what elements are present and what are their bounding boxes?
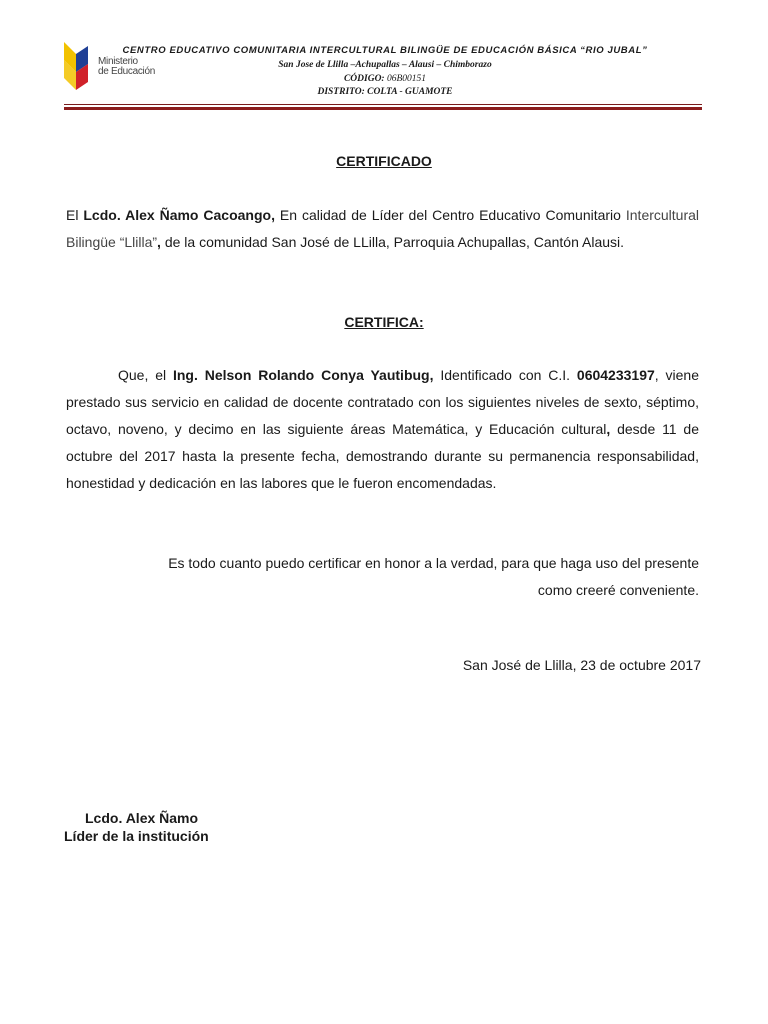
closing-paragraph: Es todo cuanto puedo certificar en honor a la verdad, para que haga uso del presente como creeré conveniente.	[168, 555, 699, 598]
school-short-name: Intercultural Bilingüe “Llilla”	[66, 207, 700, 250]
header-rule-thick	[64, 107, 702, 110]
teacher-name: Ing. Nelson Rolando Conya Yautibug,	[172, 367, 434, 383]
signature-role: Líder de la institución	[64, 828, 209, 844]
ministry-wordmark: Ministerio de Educación	[98, 56, 156, 77]
school-district: DISTRITO: COLTA - GUAMOTE	[317, 87, 453, 97]
school-code: CÓDIGO: 06B00151	[343, 74, 427, 84]
intro-paragraph: El Lcdo. Alex Ñamo Cacoango, En calidad de Líder del Centro Educativo Comunitario Intercultural Bilingüe “Llilla”, de la comunidad San José de LLilla, Parroquia Achupallas, Cantón Alausi.	[66, 207, 700, 250]
id-number: 0604233197	[576, 367, 655, 383]
signature-block	[64, 809, 209, 845]
leader-name: Lcdo. Alex Ñamo Cacoango,	[83, 207, 275, 223]
body-paragraph: Que, el Ing. Nelson Rolando Conya Yautibug, Identificado con C.I. 0604233197, viene prestado sus servicio en calidad de docente contratado con los siguientes niveles de sexto, séptimo, octavo, noveno, y decimo en las siguiente áreas Matemática, y Educación cultural, desde 11 de octubre del 2017 hasta la presente fecha, demostrando durante su permanencia responsabilidad, honestidad y dedicación en las labores que le fueron encomendadas.	[66, 367, 699, 491]
signature-name: Lcdo. Alex Ñamo	[85, 810, 199, 826]
school-name: CENTRO EDUCATIVO COMUNITARIA INTERCULTURAL BILINGÜE DE EDUCACIÓN BÁSICA “RIO JUBAL”	[122, 45, 648, 56]
school-address: San Jose de Llilla –Achupallas – Alausi – Chimborazo	[278, 60, 492, 70]
certifies-heading: CERTIFICA:	[344, 314, 424, 330]
document-title: CERTIFICADO	[336, 153, 432, 169]
document-date: San José de Llilla, 23 de octubre 2017	[462, 657, 701, 673]
header-rule-thin	[64, 104, 702, 105]
